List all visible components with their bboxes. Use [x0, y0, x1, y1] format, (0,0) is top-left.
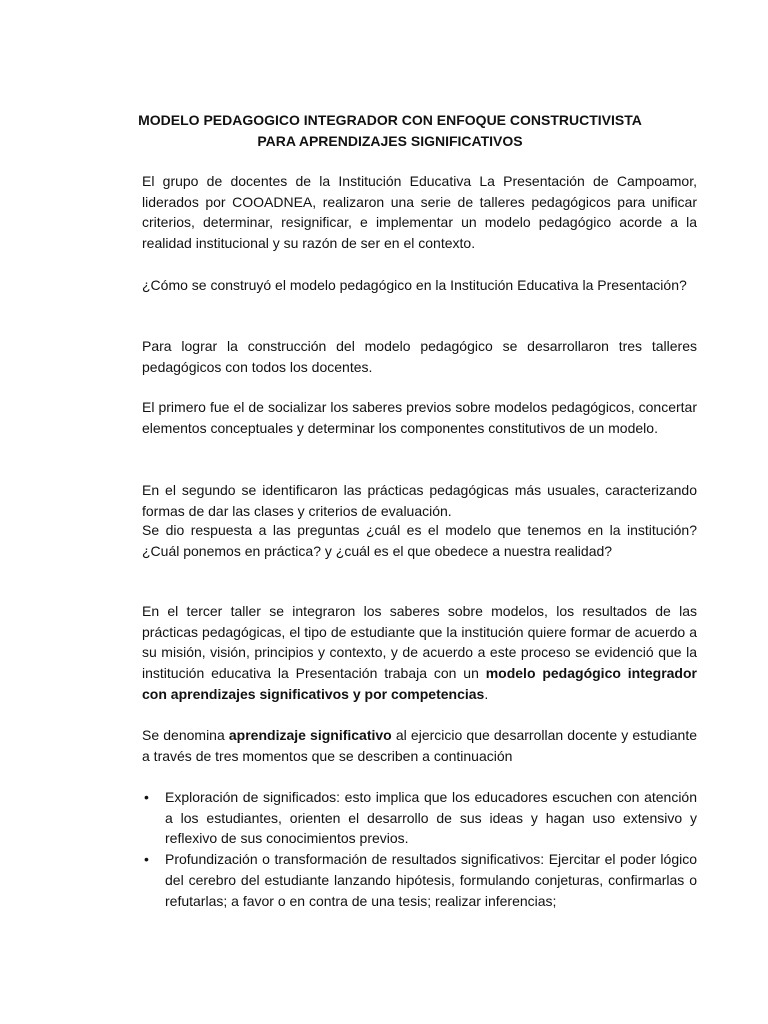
list-item — [142, 849, 697, 911]
document-title-line-2: PARA APRENDIZAJES SIGNIFICATIVOS — [257, 133, 523, 149]
definition-start: Se denomina — [142, 727, 229, 743]
paragraph-questions-answered: Se dio respuesta a las preguntas ¿cuál es el modelo que tenemos en la institución? ¿Cuál ponemos en práctica? y ¿cuál es el que obedece a nuestra realidad? — [142, 522, 697, 559]
bullet-icon: • — [144, 851, 149, 868]
third-workshop-text: En el tercer taller se integraron los saberes sobre modelos, los resultados de las prácticas pedagógicas, el tipo de estudiante que la institución quiere formar de acuerdo a su misión, visión, principios y contexto, y de acuerdo a este proceso se evidenció que la institución educativa la Presentación trabaja con un — [142, 603, 697, 682]
bullet-icon: • — [144, 789, 149, 805]
paragraph-definition — [142, 725, 697, 766]
list-item-text: Profundización o transformación de resultados significativos: Ejercitar el poder lógico del cerebro del estudiante lanzando hipótesis, formulando conjeturas, confirmarlas o refutarlas; a favor o en contra de una tesis; realizar inferencias; — [165, 851, 697, 909]
list-item — [142, 787, 697, 849]
document-title-line-1: MODELO PEDAGOGICO INTEGRADOR CON ENFOQUE CONSTRUCTIVISTA — [138, 112, 642, 128]
paragraph-third-workshop — [142, 601, 697, 705]
paragraph-intro: El grupo de docentes de la Institución Educativa La Presentación de Campoamor, liderados por COOADNEA, realizaron una serie de talleres pedagógicos para unificar criterios, determinar, resignificar, e implementar un modelo pedagógico acorde a la realidad institucional y su razón de ser en el contexto. — [142, 173, 697, 252]
paragraph-first-workshop: El primero fue el de socializar los saberes previos sobre modelos pedagógicos, concertar elementos conceptuales y determinar los componentes constitutivos de un modelo. — [142, 399, 697, 436]
list-item-text: Exploración de significados: esto implica que los educadores escuchen con atención a los estudiantes, orienten el desarrollo de sus ideas y hagan uso extensivo y reflexivo de sus conocimientos previos. — [165, 789, 697, 847]
moments-list — [142, 787, 697, 911]
third-workshop-end: . — [484, 685, 489, 702]
definition-end: al ejercicio que desarrollan docente y estudiante a través de tres momentos que se describen a continuación — [142, 727, 697, 764]
definition-term-bold: aprendizaje significativo — [228, 727, 392, 743]
model-name-bold: modelo pedagógico integrador con aprendizajes significativos y por competencias — [142, 665, 697, 702]
paragraph-question: ¿Cómo se construyó el modelo pedagógico en la Institución Educativa la Presentación? — [142, 277, 687, 293]
paragraph-workshops: Para lograr la construcción del modelo pedagógico se desarrollaron tres talleres pedagógicos con todos los docentes. — [142, 338, 697, 375]
paragraph-second-workshop: En el segundo se identificaron las prácticas pedagógicas más usuales, caracterizando formas de dar las clases y criterios de evaluación. — [142, 482, 697, 519]
